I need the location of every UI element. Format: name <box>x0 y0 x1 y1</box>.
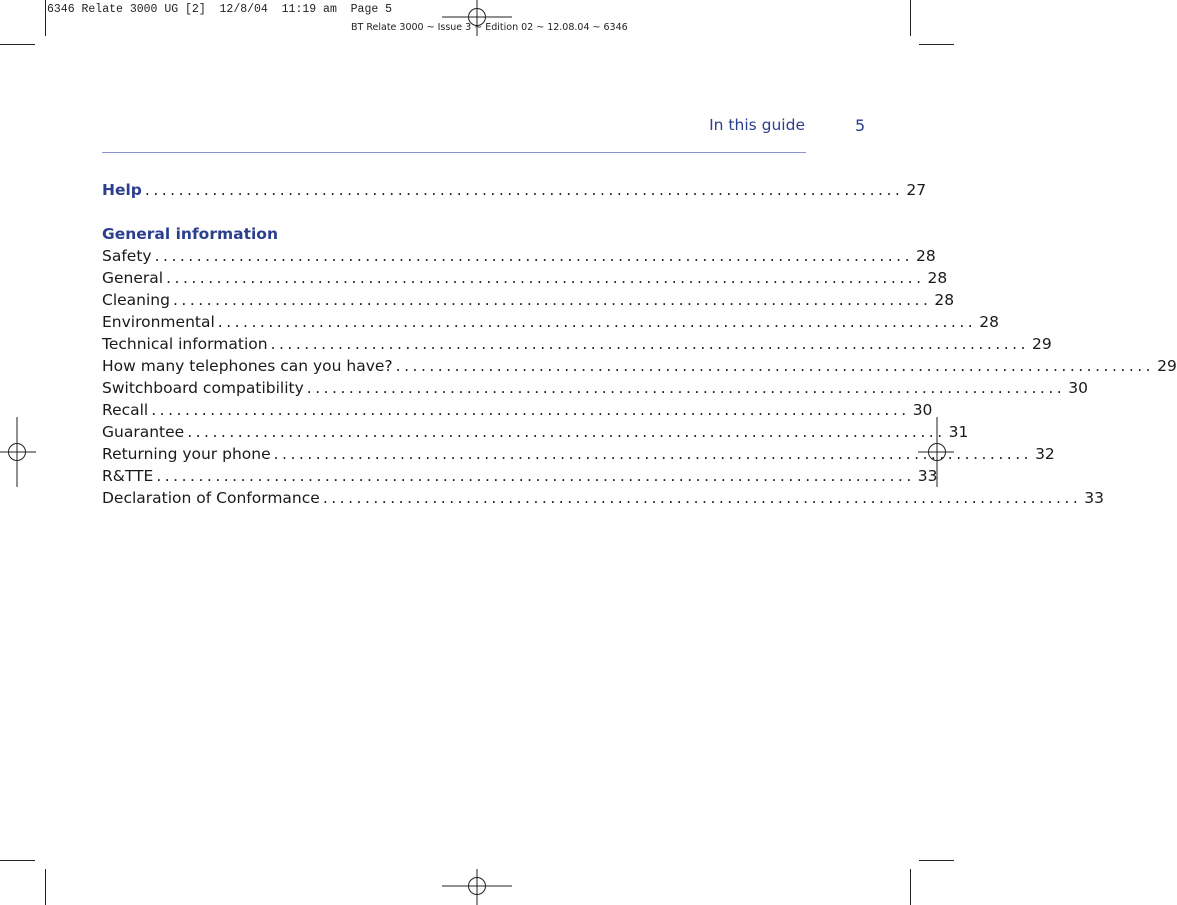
toc-entry-page: 33 <box>917 467 938 485</box>
toc-entry-label: Safety <box>102 247 152 265</box>
table-of-contents <box>102 179 1177 509</box>
crop-mark <box>910 0 911 36</box>
toc-entry-page: 28 <box>979 313 999 331</box>
toc-entry-label: Switchboard compatibility <box>102 379 304 397</box>
dot-leader: .......................................................................................... <box>144 181 904 199</box>
toc-entry-page: 28 <box>916 247 936 265</box>
toc-entry-label: Cleaning <box>102 291 170 309</box>
toc-entry-page: 28 <box>927 269 948 287</box>
toc-entry-label: Technical information <box>102 335 268 353</box>
registration-mark-icon <box>0 417 36 487</box>
dot-leader: .......................................................................................... <box>270 335 1029 353</box>
toc-entry <box>102 245 936 267</box>
toc-entry-page: 29 <box>1032 335 1052 353</box>
toc-entry-label: Declaration of Conformance <box>102 489 320 507</box>
registration-mark-icon <box>442 0 512 36</box>
dot-leader: .......................................................................................... <box>187 423 946 441</box>
toc-entry <box>102 289 955 311</box>
running-header-title: In this guide <box>709 116 805 134</box>
crop-mark <box>45 0 46 36</box>
toc-entry <box>102 465 938 487</box>
toc-entry-label: Recall <box>102 401 149 419</box>
toc-entry-label: R&TTE <box>102 467 154 485</box>
dot-leader: .......................................................................................... <box>172 291 932 309</box>
toc-entry <box>102 267 948 289</box>
dot-leader: .......................................................................................... <box>306 379 1066 397</box>
toc-entry-label: How many telephones can you have? <box>102 357 393 375</box>
crop-mark <box>0 44 35 45</box>
toc-entry-label: General <box>102 269 164 287</box>
crop-mark <box>919 860 954 861</box>
toc-entry-page: 27 <box>906 181 927 199</box>
toc-entry-list <box>102 245 1177 509</box>
toc-entry <box>102 377 1088 399</box>
dot-leader: .......................................................................................... <box>151 401 910 419</box>
crop-mark <box>919 44 954 45</box>
dot-leader: .......................................................................................... <box>166 269 925 287</box>
toc-entry <box>102 399 933 421</box>
toc-entry <box>102 421 969 443</box>
crop-mark <box>910 869 911 905</box>
toc-entry-page: 30 <box>1068 379 1088 397</box>
toc-entry <box>102 355 1177 377</box>
dot-leader: .......................................................................................... <box>322 489 1082 507</box>
dot-leader: .......................................................................................... <box>156 467 915 485</box>
toc-entry-label: Guarantee <box>102 423 185 441</box>
dot-leader: .......................................................................................... <box>217 313 977 331</box>
toc-entry <box>102 487 1104 509</box>
section-heading-general-information: General information <box>102 225 278 243</box>
header-rule <box>102 152 806 153</box>
edition-line: BT Relate 3000 ~ Issue 3 ~ Edition 02 ~ 12.08.04 ~ 6346 <box>351 22 628 33</box>
crop-mark <box>0 860 35 861</box>
dot-leader: .......................................................................................... <box>273 445 1033 463</box>
toc-entry-page: 30 <box>912 401 933 419</box>
registration-mark-icon <box>442 869 512 905</box>
toc-entry <box>102 333 1052 355</box>
toc-entry <box>102 443 1055 465</box>
toc-entry-page: 28 <box>934 291 955 309</box>
toc-entry-page: 33 <box>1084 489 1104 507</box>
toc-entry-page: 29 <box>1157 357 1177 375</box>
toc-entry <box>102 311 999 333</box>
page-number: 5 <box>855 116 866 135</box>
toc-entry-label: Returning your phone <box>102 445 271 463</box>
toc-entry-help <box>102 179 927 201</box>
toc-entry-page: 32 <box>1035 445 1055 463</box>
dot-leader: .......................................................................................... <box>154 247 914 265</box>
toc-entry-page: 31 <box>948 423 969 441</box>
print-slug: 6346 Relate 3000 UG [2] 12/8/04 11:19 am Page 5 <box>47 3 393 16</box>
toc-entry-label: Environmental <box>102 313 215 331</box>
dot-leader: .......................................................................................... <box>395 357 1155 375</box>
toc-entry-label: Help <box>102 181 142 199</box>
crop-mark <box>45 869 46 905</box>
